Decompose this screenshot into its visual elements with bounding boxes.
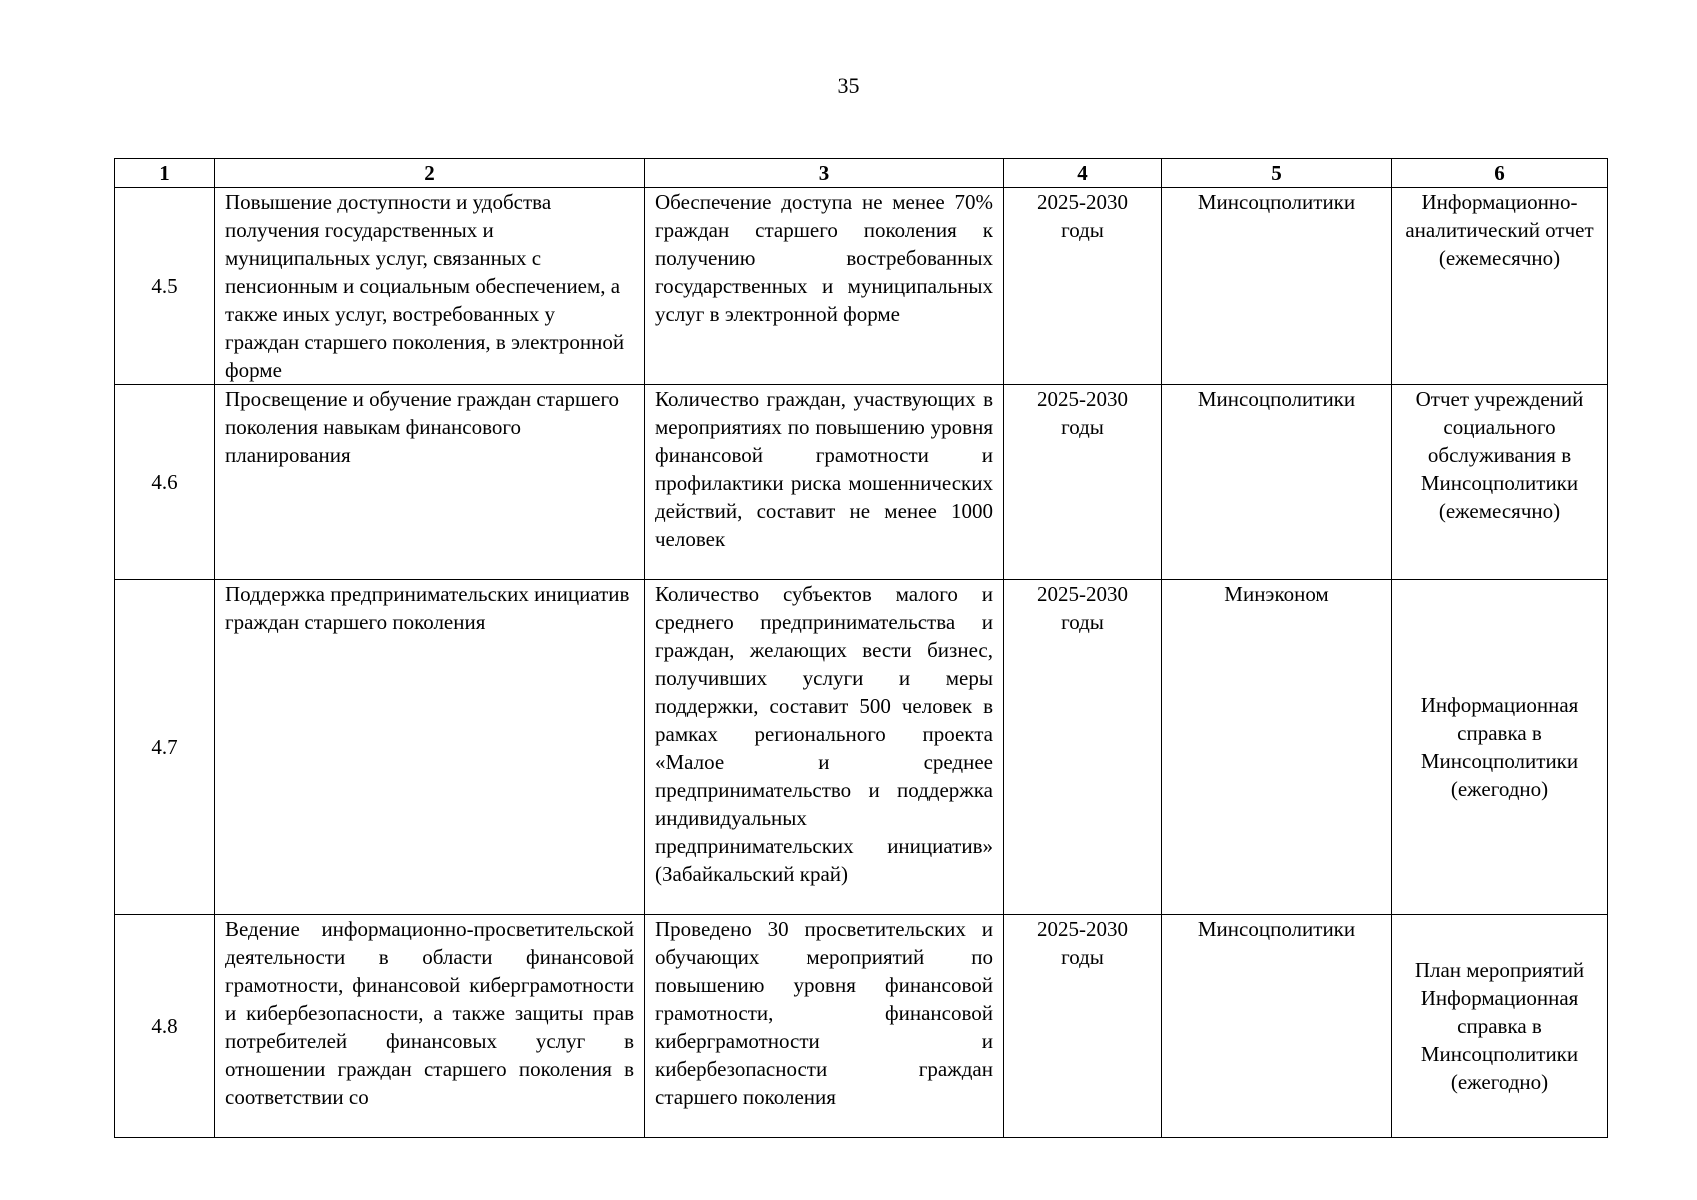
table-row [115, 915, 1608, 1138]
activity-cell: Ведение информационно-просветительской деятельности в области финансовой грамотности, финансовой киберграмотности и кибербезопасности, а также защиты прав потребителей финансовых услуг в отношении граждан старшего поколения в соответствии со [215, 915, 645, 1138]
column-header-2: 2 [215, 159, 645, 188]
responsible-cell: Минсоцполитики [1162, 188, 1392, 385]
column-header-1: 1 [115, 159, 215, 188]
table-header-row [115, 159, 1608, 188]
row-number: 4.5 [115, 188, 215, 385]
row-number: 4.8 [115, 915, 215, 1138]
result-cell: Количество граждан, участвующих в мероприятиях по повышению уровня финансовой грамотности и профилактики риска мошеннических действий, составит не менее 1000 человек [645, 385, 1004, 580]
period-cell: 2025-2030 годы [1004, 188, 1162, 385]
result-cell: Проведено 30 просветительских и обучающих мероприятий по повышению уровня финансовой грамотности, финансовой киберграмотности и кибербезопасности граждан старшего поколения [645, 915, 1004, 1138]
action-plan-table [114, 158, 1608, 1138]
period-cell: 2025-2030 годы [1004, 580, 1162, 915]
row-number: 4.7 [115, 580, 215, 915]
responsible-cell: Минсоцполитики [1162, 385, 1392, 580]
table-row [115, 385, 1608, 580]
column-header-6: 6 [1392, 159, 1608, 188]
activity-cell: Поддержка предпринимательских инициатив граждан старшего поколения [215, 580, 645, 915]
responsible-cell: Минсоцполитики [1162, 915, 1392, 1138]
report-cell: Информационная справка в Минсоцполитики (ежегодно) [1392, 580, 1608, 915]
period-cell: 2025-2030 годы [1004, 915, 1162, 1138]
page-number: 35 [837, 73, 860, 98]
column-header-3: 3 [645, 159, 1004, 188]
responsible-cell: Минэконом [1162, 580, 1392, 915]
activity-cell: Повышение доступности и удобства получения государственных и муниципальных услуг, связанных с пенсионным и социальным обеспечением, а также иных услуг, востребованных у граждан старшего поколения, в электронной форме [215, 188, 645, 385]
table-row [115, 188, 1608, 385]
table-row [115, 580, 1608, 915]
column-header-4: 4 [1004, 159, 1162, 188]
column-header-5: 5 [1162, 159, 1392, 188]
report-cell: План мероприятий Информационная справка в Минсоцполитики (ежегодно) [1392, 915, 1608, 1138]
result-cell: Обеспечение доступа не менее 70% граждан старшего поколения к получению востребованных государственных и муниципальных услуг в электронной форме [645, 188, 1004, 385]
report-cell: Отчет учреждений социального обслуживания в Минсоцполитики (ежемесячно) [1392, 385, 1608, 580]
report-cell: Информационно-аналитический отчет (ежемесячно) [1392, 188, 1608, 385]
row-number: 4.6 [115, 385, 215, 580]
activity-cell: Просвещение и обучение граждан старшего поколения навыкам финансового планирования [215, 385, 645, 580]
result-cell: Количество субъектов малого и среднего предпринимательства и граждан, желающих вести бизнес, получивших услуги и меры поддержки, составит 500 человек в рамках регионального проекта «Малое и среднее предпринимательство и поддержка индивидуальных предпринимательских инициатив» (Забайкальский край) [645, 580, 1004, 915]
period-cell: 2025-2030 годы [1004, 385, 1162, 580]
